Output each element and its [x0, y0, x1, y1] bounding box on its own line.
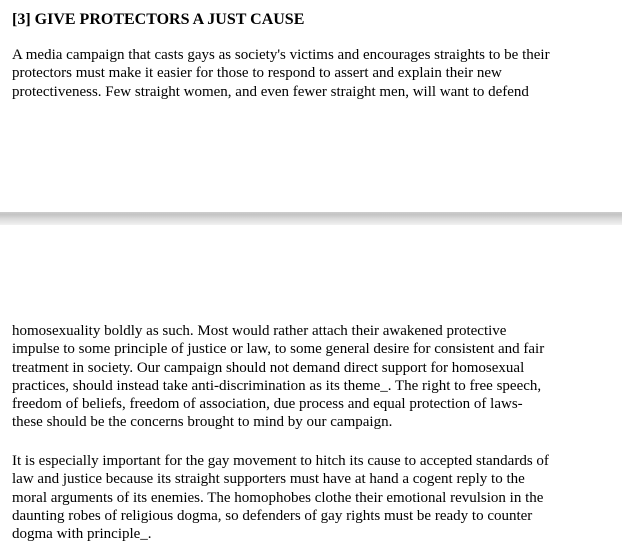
text-line: daunting robes of religious dogma, so defenders of gay rights must be ready to counter — [12, 507, 533, 524]
text-line: practices, should instead take anti-discrimination as its theme_. The right to free speech, — [12, 377, 542, 394]
text-line: impulse to some principle of justice or law, to some general desire for consistent and fair — [12, 341, 545, 358]
text-line: moral arguments of its enemies. The homophobes clothe their emotional revulsion in the — [12, 489, 544, 506]
text-line: treatment in society. Our campaign should not demand direct support for homosexual — [12, 359, 525, 376]
section-heading: [3] GIVE PROTECTORS A JUST CAUSE — [12, 11, 305, 28]
text-line: these should be the concerns brought to mind by our campaign. — [12, 414, 393, 431]
text-line: protectors must make it easier for those to respond to assert and explain their new — [12, 65, 502, 82]
text-line: freedom of beliefs, freedom of association, due process and equal protection of laws- — [12, 396, 523, 413]
paragraph — [12, 452, 549, 543]
text-line: dogma with principle_. — [12, 526, 152, 543]
text-line: It is especially important for the gay movement to hitch its cause to accepted standards of — [12, 453, 549, 469]
paragraph — [12, 46, 550, 101]
text-line: homosexuality boldly as such. Most would rather attach their awakened protective — [12, 323, 507, 339]
text-line: protectiveness. Few straight women, and even fewer straight men, will want to defend — [12, 83, 529, 100]
text-line: A media campaign that casts gays as society's victims and encourages straights to be their — [12, 47, 550, 63]
paragraph — [12, 322, 544, 432]
page-break-divider — [0, 212, 622, 225]
text-line: law and justice because its straight supporters must have at hand a cogent reply to the — [12, 471, 525, 488]
